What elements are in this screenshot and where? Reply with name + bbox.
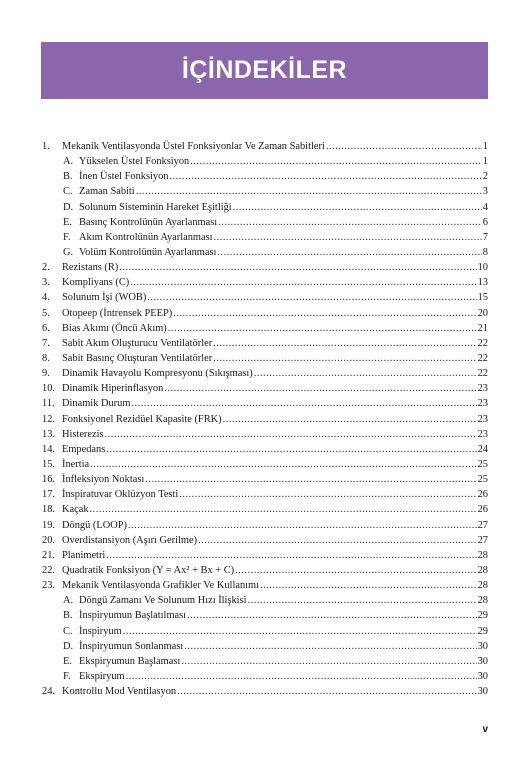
toc-entry[interactable] <box>0 184 532 199</box>
toc-entry-page: 21 <box>477 322 488 334</box>
dot-leader <box>136 184 482 199</box>
toc-entry[interactable] <box>0 366 532 381</box>
toc-entry-page: 4 <box>482 201 488 213</box>
toc-entry-page: 15 <box>477 292 488 304</box>
toc-entry-title: Döngü Zamanı Ve Solunum Hızı İlişkisi <box>79 595 247 607</box>
toc-entry-page: 30 <box>477 640 488 652</box>
toc-entry[interactable] <box>0 336 532 351</box>
toc-entry-letter: F. <box>63 231 71 243</box>
toc-entry-page: 26 <box>477 504 488 516</box>
toc-entry-title: Sabit Basınç Oluşturan Ventilatörler <box>62 352 213 364</box>
dot-leader <box>123 624 477 639</box>
toc-entry-title: Ekspiryum <box>79 670 125 682</box>
dot-leader <box>90 502 477 517</box>
toc-entry-page: 2 <box>482 171 488 183</box>
toc-entry[interactable] <box>0 593 532 608</box>
toc-entry-page: 29 <box>477 610 488 622</box>
toc-entry[interactable] <box>0 200 532 215</box>
toc-entry[interactable] <box>0 245 532 260</box>
dot-leader <box>131 396 476 411</box>
toc-entry-title: İnertia <box>62 458 90 470</box>
dot-leader <box>179 487 476 502</box>
toc-entry-number: 15. <box>42 458 55 470</box>
toc-entry-number: 7. <box>42 337 50 349</box>
toc-entry-title: Overdistansiyon (Aşırı Gerilme) <box>62 534 198 546</box>
dot-leader <box>235 563 476 578</box>
toc-entry-number: 16. <box>42 474 55 486</box>
toc-entry-number: 9. <box>42 368 50 380</box>
dot-leader <box>213 351 476 366</box>
toc-entry-letter: E. <box>63 216 72 228</box>
toc-entry-page: 28 <box>477 595 488 607</box>
toc-entry[interactable] <box>0 275 532 290</box>
dot-leader <box>190 154 482 169</box>
dot-leader <box>326 139 482 154</box>
toc-entry-title: Bias Akımı (Öncü Akım) <box>62 322 167 334</box>
dot-leader <box>217 245 481 260</box>
dot-leader <box>223 412 477 427</box>
toc-entry-title: Ekspiryumun Başlaması <box>79 655 181 667</box>
dot-leader <box>184 639 476 654</box>
toc-entry-title: Basınç Kontrolünün Ayarlanması <box>79 216 218 228</box>
toc-entry-title: İnspiryum <box>79 625 122 637</box>
dot-leader <box>119 260 476 275</box>
dot-leader <box>105 427 477 442</box>
toc-entry-letter: C. <box>63 625 73 637</box>
toc-entry-number: 10. <box>42 383 55 395</box>
toc-entry-page: 27 <box>477 534 488 546</box>
toc-entry-letter: G. <box>63 246 74 258</box>
toc-entry[interactable] <box>0 639 532 654</box>
toc-entry-title: Sabit Akım Oluşturucu Ventilatörler <box>62 337 213 349</box>
toc-entry-title: İnspiryumun Başlatılması <box>79 610 187 622</box>
toc-entry[interactable] <box>0 321 532 336</box>
toc-entry-number: 18. <box>42 504 55 516</box>
dot-leader <box>173 306 476 321</box>
toc-entry-number: 13. <box>42 428 55 440</box>
toc-entry[interactable] <box>0 169 532 184</box>
toc-entry-page: 6 <box>482 216 488 228</box>
toc-entry-letter: C. <box>63 186 73 198</box>
toc-entry[interactable] <box>0 290 532 305</box>
toc-entry-number: 5. <box>42 307 50 319</box>
toc-entry[interactable] <box>0 669 532 684</box>
toc-entry-number: 11. <box>42 398 55 410</box>
toc-entry[interactable] <box>0 260 532 275</box>
toc-entry-number: 22. <box>42 564 55 576</box>
toc-entry-letter: D. <box>63 201 74 213</box>
page-folio: v <box>482 724 488 735</box>
toc-entry-title: Rezistans (R) <box>62 262 119 274</box>
toc-entry-page: 1 <box>482 156 488 168</box>
dot-leader <box>126 669 477 684</box>
toc-entry-title: Akım Kontrolünün Ayarlanması <box>79 231 213 243</box>
dot-leader <box>177 684 477 699</box>
toc-entry-page: 30 <box>477 655 488 667</box>
dot-leader <box>233 200 482 215</box>
toc-entry-title: Fonksiyonel Rezidüel Kapasite (FRK) <box>62 413 222 425</box>
toc-entry-title: Mekanik Ventilasyonda Üstel Fonksiyonlar Ve Zaman Sabitleri <box>62 141 325 152</box>
toc-entry-title: İnfleksiyon Noktası <box>62 474 145 486</box>
toc-entry-letter: F. <box>63 670 71 682</box>
toc-entry[interactable] <box>0 306 532 321</box>
dot-leader <box>128 518 477 533</box>
dot-leader <box>147 290 476 305</box>
toc-entry-page: 3 <box>482 186 488 198</box>
dot-leader <box>90 457 476 472</box>
toc-entry-page: 30 <box>477 670 488 682</box>
dot-leader <box>213 336 476 351</box>
toc-entry-page: 25 <box>477 458 488 470</box>
toc-entry[interactable] <box>0 442 532 457</box>
toc-entry-title: Kontrollu Mod Ventilasyon <box>62 686 177 698</box>
toc-entry[interactable] <box>0 412 532 427</box>
toc-entry[interactable] <box>0 139 532 154</box>
toc-entry-letter: E. <box>63 655 72 667</box>
toc-entry-title: Zaman Sabiti <box>79 186 135 198</box>
toc-entry[interactable] <box>0 230 532 245</box>
dot-leader <box>106 442 476 457</box>
toc-entry-title: İnspiratuvar Oklüzyon Testi <box>62 489 179 501</box>
toc-entry-title: İnen Üstel Fonksiyon <box>79 171 169 183</box>
toc-entry[interactable] <box>0 502 532 517</box>
page-title: İÇİNDEKİLER <box>181 56 348 84</box>
toc-entry-number: 23. <box>42 580 55 592</box>
toc-entry-letter: B. <box>63 171 73 183</box>
toc-entry[interactable] <box>0 351 532 366</box>
toc-entry-page: 23 <box>477 398 488 410</box>
toc-entry[interactable] <box>0 154 532 169</box>
dot-leader <box>169 169 481 184</box>
toc-entry-page: 25 <box>477 474 488 486</box>
toc-entry-number: 19. <box>42 519 55 531</box>
toc-entry-number: 8. <box>42 352 50 364</box>
toc-entry[interactable] <box>0 654 532 669</box>
toc-entry-number: 6. <box>42 322 50 334</box>
toc-entry-title: Döngü (LOOP) <box>62 519 127 531</box>
toc-entry-title: Kaçak <box>62 504 89 516</box>
toc-entry[interactable] <box>0 457 532 472</box>
toc-entry-title: Histerezis <box>62 428 104 440</box>
toc-entry-page: 13 <box>477 277 488 289</box>
toc-entry[interactable] <box>0 563 532 578</box>
toc-entry-number: 12. <box>42 413 55 425</box>
dot-leader <box>214 230 482 245</box>
dot-leader <box>168 321 477 336</box>
toc-entry-page: 22 <box>477 368 488 380</box>
toc-entry-number: 17. <box>42 489 55 501</box>
toc-entry-page: 28 <box>477 549 488 561</box>
toc-entry[interactable] <box>0 608 532 623</box>
toc-entry-title: Dinamik Havayolu Kompresyonu (Sıkışması) <box>62 368 253 380</box>
toc-entry[interactable] <box>0 381 532 396</box>
toc-entry-number: 21. <box>42 549 55 561</box>
toc-entry-page: 27 <box>477 519 488 531</box>
toc-entry-page: 22 <box>477 337 488 349</box>
toc-entry-letter: A. <box>63 595 74 607</box>
title-banner <box>41 42 488 99</box>
toc-entry[interactable] <box>0 578 532 593</box>
toc-entry-page: 23 <box>477 413 488 425</box>
toc-entry[interactable] <box>0 533 532 548</box>
dot-leader <box>145 472 476 487</box>
dot-leader <box>254 366 477 381</box>
dot-leader <box>106 548 476 563</box>
toc-entry[interactable] <box>0 624 532 639</box>
toc-entry[interactable] <box>0 548 532 563</box>
toc-entry-page: 8 <box>482 246 488 258</box>
toc-entry-page: 23 <box>477 428 488 440</box>
toc-entry-letter: A. <box>63 156 74 168</box>
dot-leader <box>187 608 477 623</box>
toc-entry[interactable] <box>0 684 532 699</box>
toc-entry-page: 24 <box>477 443 488 455</box>
toc-entry-title: Solunum Sisteminin Hareket Eşitliği <box>79 201 232 213</box>
toc-entry-title: Planimetri <box>62 549 106 561</box>
toc-entry-number: 20. <box>42 534 55 546</box>
dot-leader <box>130 275 476 290</box>
toc-entry-page: 28 <box>477 580 488 592</box>
toc-entry-number: 1. <box>42 141 50 152</box>
toc-entry-title: Dinamik Hiperinflasyon <box>62 383 164 395</box>
toc-entry[interactable] <box>0 487 532 502</box>
toc-entry-title: Volüm Kontrolünün Ayarlanması <box>79 246 217 258</box>
dot-leader <box>218 215 482 230</box>
toc-entry-number: 2. <box>42 262 50 274</box>
toc-entry-title: Dinamik Durum <box>62 398 131 410</box>
toc-entry[interactable] <box>0 472 532 487</box>
toc-entry-number: 3. <box>42 277 50 289</box>
toc-entry-title: Otopeep (İntrensek PEEP) <box>62 307 173 319</box>
toc-entry-page: 10 <box>477 262 488 274</box>
toc-entry-title: Solunum İşi (WOB) <box>62 292 147 304</box>
toc-entry-letter: B. <box>63 610 73 622</box>
dot-leader <box>164 381 476 396</box>
toc-entry[interactable] <box>0 396 532 411</box>
toc-entry-page: 26 <box>477 489 488 501</box>
toc-entry-title: İnspiryumun Sonlanması <box>79 640 184 652</box>
toc-entry-number: 14. <box>42 443 55 455</box>
dot-leader <box>181 654 476 669</box>
toc-entry-page: 23 <box>477 383 488 395</box>
toc-entry[interactable] <box>0 427 532 442</box>
toc-entry-page: 20 <box>477 307 488 319</box>
toc-entry-page: 7 <box>482 231 488 243</box>
toc-entry-page: 29 <box>477 625 488 637</box>
dot-leader <box>248 593 477 608</box>
toc-entry-title: Quadratik Fonksiyon (Y = Ax² + Bx + C) <box>62 564 235 576</box>
table-of-contents <box>0 139 532 699</box>
toc-entry-letter: D. <box>63 640 74 652</box>
toc-entry[interactable] <box>0 518 532 533</box>
toc-entry-number: 4. <box>42 292 50 304</box>
toc-entry-number: 24. <box>42 686 55 698</box>
toc-entry-page: 30 <box>477 686 488 698</box>
dot-leader <box>260 578 477 593</box>
dot-leader <box>198 533 477 548</box>
toc-entry[interactable] <box>0 215 532 230</box>
toc-entry-page: 22 <box>477 352 488 364</box>
toc-entry-page: 1 <box>482 141 488 152</box>
toc-entry-page: 28 <box>477 564 488 576</box>
toc-entry-title: Kompliyans (C) <box>62 277 130 289</box>
toc-entry-title: Yükselen Üstel Fonksiyon <box>79 156 190 168</box>
toc-entry-title: Mekanik Ventilasyonda Grafikler Ve Kullanımı <box>62 580 259 592</box>
toc-entry-title: Empedans <box>62 443 106 455</box>
